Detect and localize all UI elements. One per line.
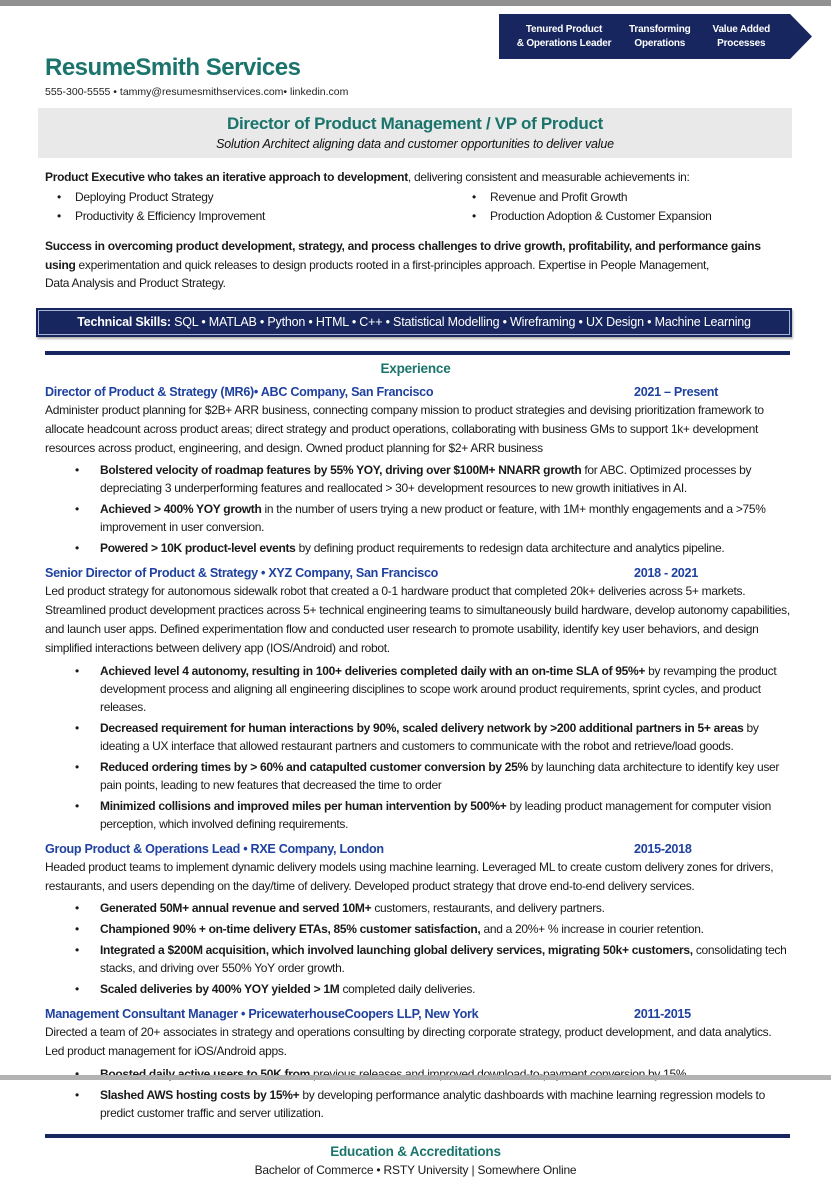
window-top-bar [0,0,831,6]
job-description: Led product strategy for autonomous sidewalk robot that created a 0-1 hardware product that completed 20k+ deliveries across 5+ markets. Streamlined product development practices across 5+ technical engineering teams to simultaneously build hardware, develop autonomy capabilities, and launch user apps. Defined experimentation flow and conducted user research to promote usability, identify key user behaviors, and design simplified interactions between delivery app (IOS/Android) and robot. [45,584,790,655]
achievement-bullet: • Achieved > 400% YOY growth in the number of users trying a new product or feature, with 1M+ monthly engagements and a >75% improvement in user conversion. [45,500,790,536]
achievement-bullet: • Slashed AWS hosting costs by 15%+ by developing performance analytic dashboards with machine learning regression models to predict customer traffic and server utilization. [45,1086,790,1122]
achievement-bullet: • Achieved level 4 autonomy, resulting in 100+ deliveries completed daily with an on-time SLA of 95%+ by revamping the product development process and aligning all engineering disciplines to scope work around product requirements, sprint cycles, and product releases. [45,662,790,716]
ribbon-item-value-added [701,23,783,50]
summary-bullet: • Deploying Product Strategy [45,188,460,208]
job-description: Headed product teams to implement dynamic delivery models using machine learning. Leveraged ML to create custom delivery zones for drivers, restaurants, and users depending on the day/time of delivery. Developed product strategy that drove end-to-end delivery services. [45,859,774,893]
job-dates: 2018 - 2021 [634,566,698,581]
summary-paragraph-2 [45,237,790,293]
job-title: Director of Product & Strategy (MR6)• ABC Company, San Francisco [45,384,434,399]
ribbon-item-line: Processes [717,37,766,49]
summary-column-left [45,188,460,228]
summary-bullets-left [45,188,460,228]
job-achievements [45,899,790,998]
summary-bullet-columns [45,188,790,228]
achievement-bullet: • Minimized collisions and improved miles per human intervention by 500%+ by leading product management for computer vision perception, which involved defining requirements. [45,797,790,833]
credentials-ribbon [499,14,812,59]
job-entry-pwc [45,1007,790,1122]
job-dates: 2021 – Present [634,384,719,399]
ribbon-item-line: Tenured Product [525,24,603,35]
ribbon-item-transforming-operations [619,23,701,50]
ribbon-item-tenured-leader [509,23,619,50]
job-heading [45,385,790,399]
job-dates: 2011-2015 [634,1007,691,1022]
summary-para2-bold: Success in overcoming product development, strategy, and process challenges to drive growth, profitability, and performance gains using [45,239,761,272]
ribbon-item-line: Value Added [712,24,770,35]
education-section-rule [45,1134,790,1138]
experience-section-header: Experience [380,360,451,376]
resume-title: Director of Product Management / VP of Product [227,114,603,133]
ribbon-item-line: Transforming [629,24,691,35]
technical-skills-inner [38,310,790,335]
summary-intro [45,168,790,187]
summary-bullet: • Revenue and Profit Growth [460,188,790,208]
job-heading [45,842,790,856]
ribbon-content [499,14,812,59]
job-title: Senior Director of Product & Strategy • XYZ Company, San Francisco [45,566,439,581]
resume-subtitle: Solution Architect aligning data and customer opportunities to deliver value [216,137,614,151]
job-description: Administer product planning for $2B+ ARR business, connecting company mission to product strategies and devising prioritization framework to allocate headcount across product areas; direct strategy and product operations, collaborating with business GMs to support 1k+ development resources across product, engineering, and design. Owned product planning for $2+ ARR business [45,402,764,455]
job-achievements [45,1065,790,1122]
achievement-bullet: • Scaled deliveries by 400% YOY yielded > 1M completed daily deliveries. [45,980,790,998]
ribbon-item-line: & Operations Leader [516,37,612,49]
technical-skills-list: SQL • MATLAB • Python • HTML • C++ • Statistical Modelling • Wireframing • UX Design • Machine Learning [174,314,751,329]
ribbon-item-line: Operations [634,37,686,49]
job-heading [45,1007,790,1021]
education-section-header: Education & Accreditations [330,1144,501,1160]
job-entry-rxe-company [45,842,790,999]
achievement-bullet: • Integrated a $200M acquisition, which involved launching global delivery services, migrating 50k+ customers, consolidating tech stacks, and driving over 550% YoY order growth. [45,941,790,977]
achievement-bullet: • Championed 90% + on-time delivery ETAs, 85% customer satisfaction, and a 20%+ % increase in courier retention. [45,920,790,938]
achievement-bullet: • Reduced ordering times by > 60% and catapulted customer conversion by 25% by launching data architecture to identify key user pain points, leading to new features that decreased the time to order [45,758,790,794]
job-description: Directed a team of 20+ associates in strategy and operations consulting by directing corporate strategy, product development, and data analytics. Led product management for iOS/Android apps. [45,1025,772,1059]
contact-line: 555-300-5555 • tammy@resumesmithservices.com• linkedin.com [45,86,349,98]
achievement-bullet: • Bolstered velocity of roadmap features by 55% YOY, driving over $100M+ NNARR growth for ABC. Optimized processes by depreciating 3 underperforming features and reallocated > 30+ development resources to new growth initiatives in AI. [45,461,790,497]
job-title: Management Consultant Manager • PricewaterhouseCoopers LLP, New York [45,1007,479,1022]
summary-bullet: • Production Adoption & Customer Expansion [460,207,790,227]
job-achievements [45,662,790,833]
achievement-bullet: • Generated 50M+ annual revenue and served 10M+ customers, restaurants, and delivery partners. [45,899,790,917]
resume-title-box [38,108,792,158]
technical-skills-bar [36,308,792,337]
summary-bullet: • Productivity & Efficiency Improvement [45,207,460,227]
summary-intro-bold: Product Executive who takes an iterative approach to development [45,170,408,184]
summary-column-right [460,188,790,228]
summary-para2-line2: Data Analysis and Product Strategy. [45,276,226,291]
job-heading [45,566,790,580]
summary-intro-rest: , delivering consistent and measurable achievements in: [407,170,690,184]
job-entry-xyz-company [45,566,790,832]
job-title: Group Product & Operations Lead • RXE Company, London [45,841,384,856]
achievement-bullet: • Powered > 10K product-level events by defining product requirements to redesign data architecture and analytics pipeline. [45,539,790,557]
achievement-bullet: • Decreased requirement for human interactions by 90%, scaled delivery network by >200 additional partners in 5+ areas by ideating a UX interface that allowed restaurant partners and customers to communicate with the robot and retrieve/load goods. [45,719,790,755]
summary-para2-rest: experimentation and quick releases to design products rooted in a first-principles approach. Expertise in People Management, [75,257,710,272]
brand-logo-text: ResumeSmith Services [45,54,301,81]
technical-skills-label: Technical Skills: [77,314,171,329]
window-bottom-bar [0,1075,831,1080]
job-dates: 2015-2018 [634,841,692,856]
job-entry-abc-company [45,385,790,557]
experience-section-rule [45,351,790,355]
education-degree-line: Bachelor of Commerce • RSTY University | Somewhere Online [254,1163,577,1177]
summary-bullets-right [460,188,790,228]
job-achievements [45,461,790,557]
